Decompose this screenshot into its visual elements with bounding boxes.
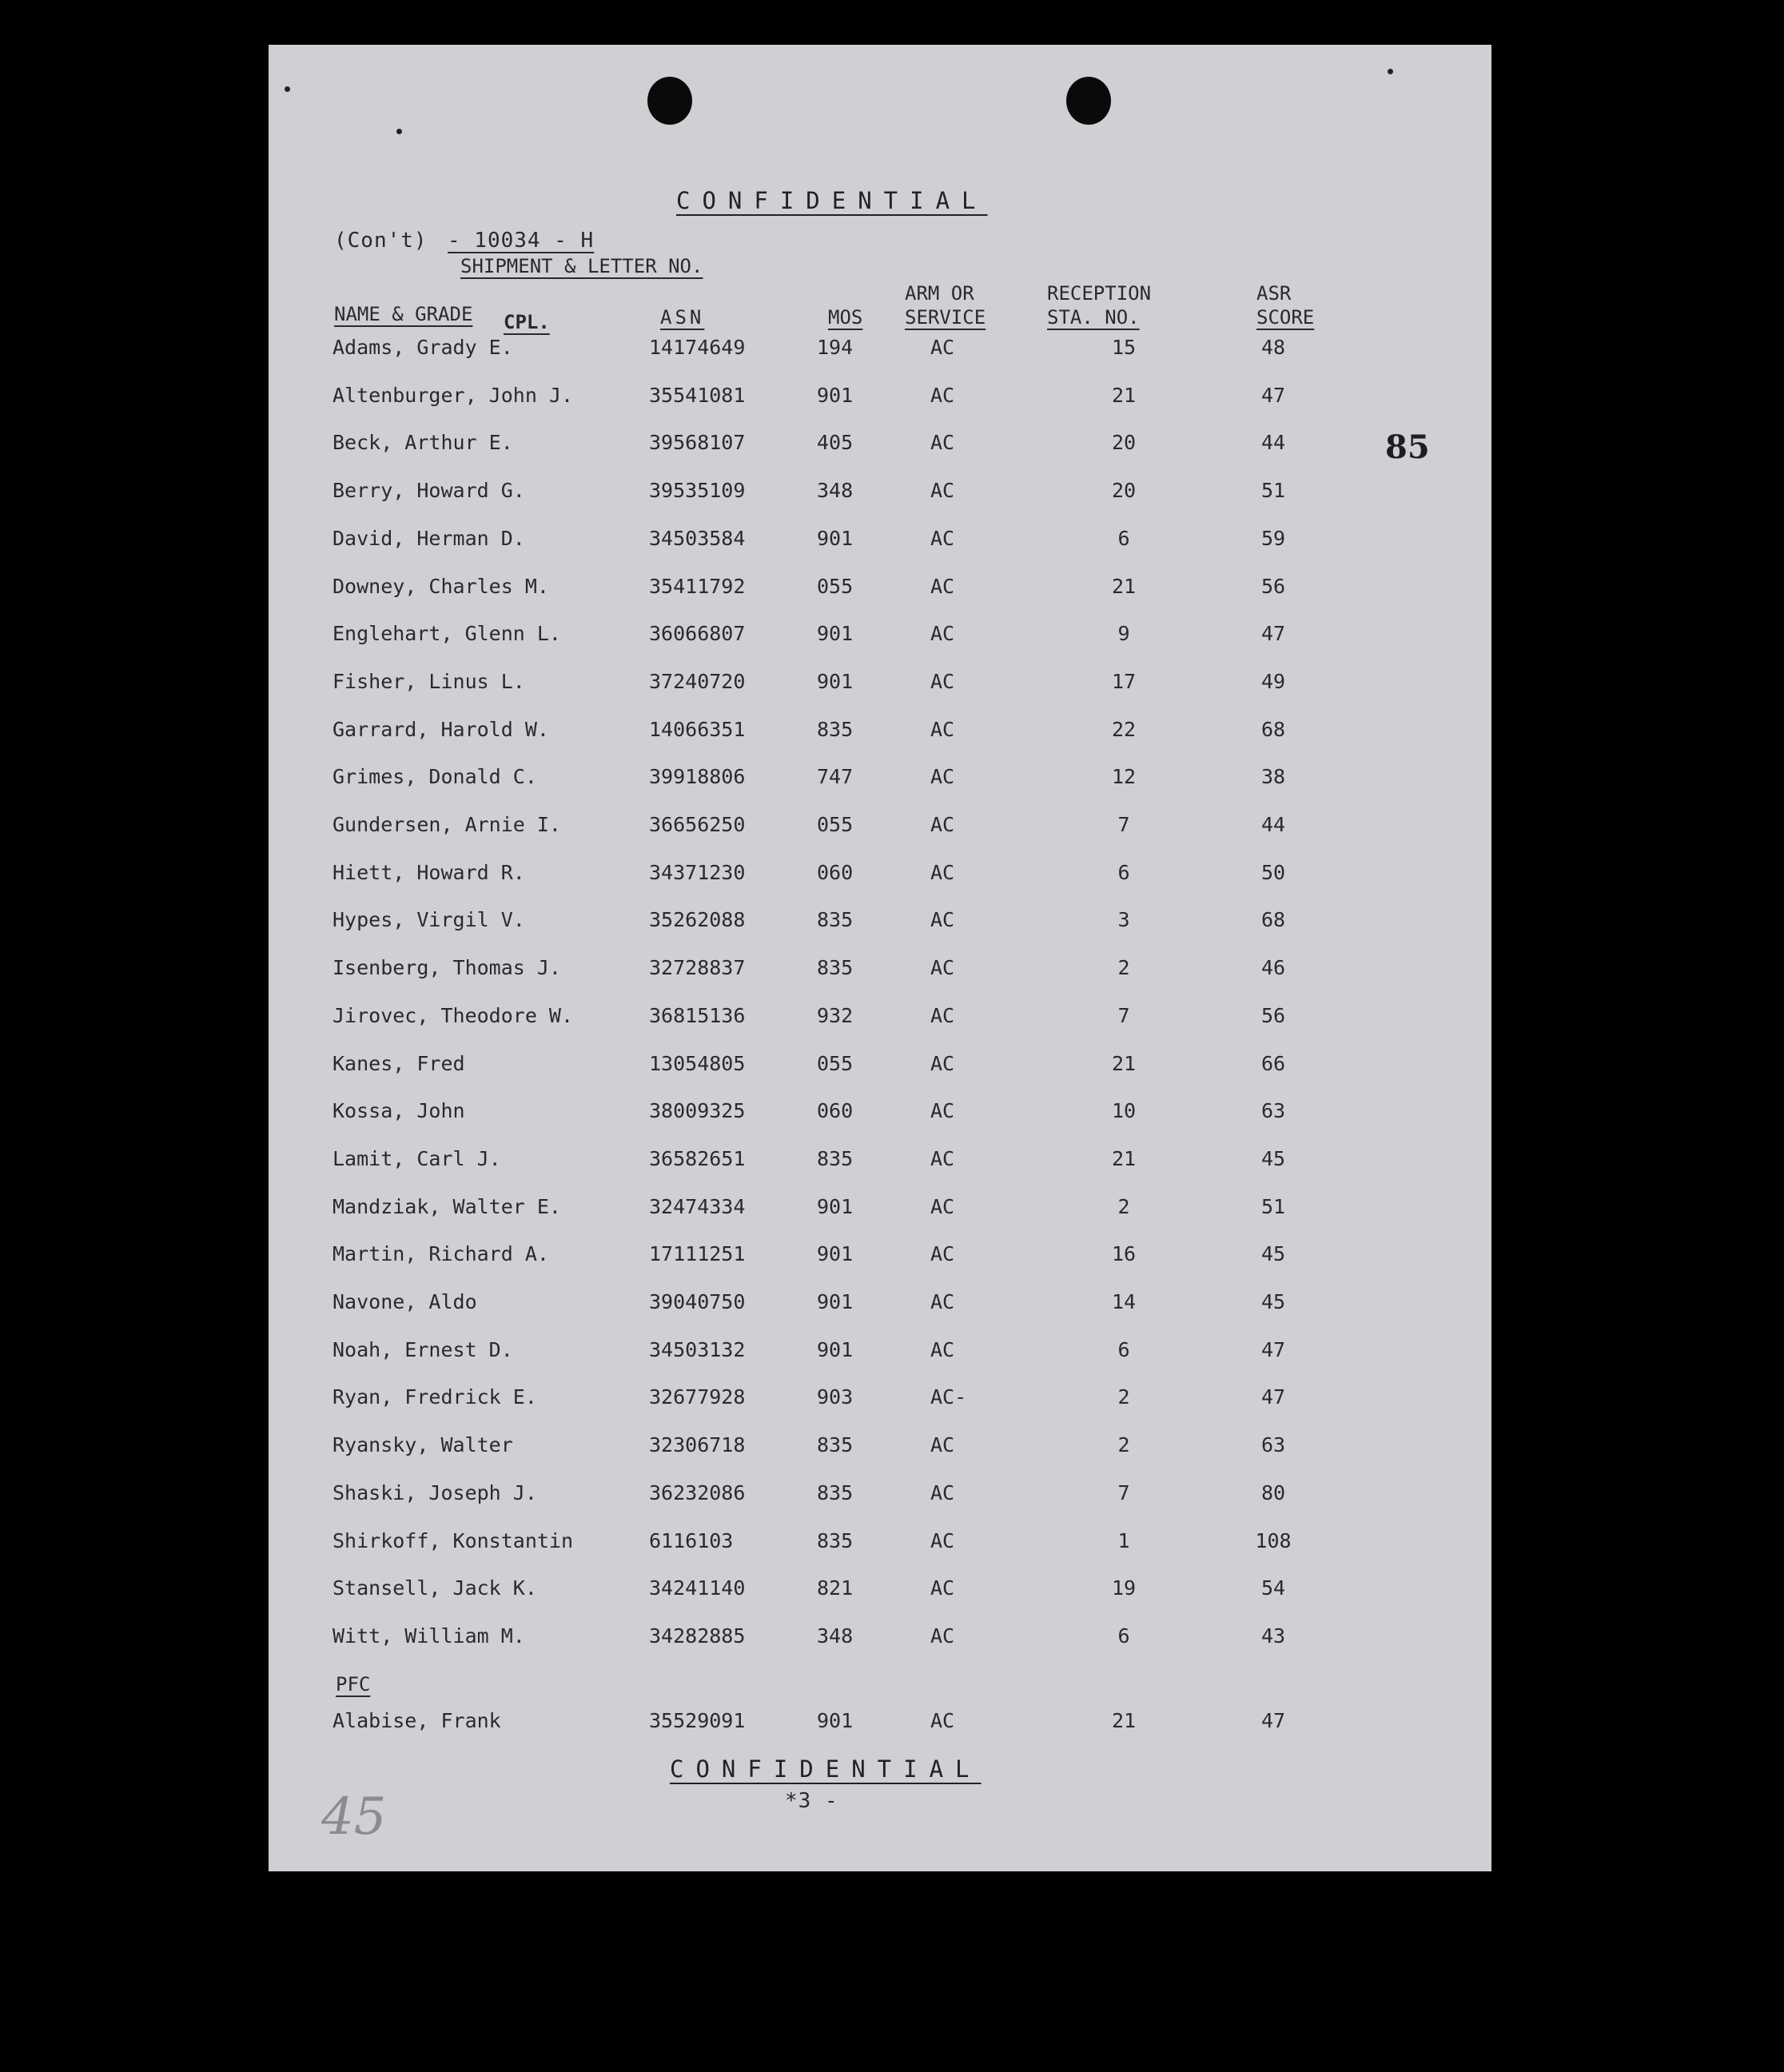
asr-score-cell: 44	[1260, 813, 1286, 836]
name-cell: Kanes, Fred	[333, 1051, 465, 1075]
table-row	[269, 527, 1491, 559]
reception-station-cell: 2	[1117, 1385, 1130, 1409]
name-cell: Hiett, Howard R.	[333, 860, 525, 884]
table-row	[269, 861, 1491, 893]
table-row	[269, 1433, 1491, 1465]
arm-cell: AC	[930, 669, 955, 693]
asn-cell: 36066807	[649, 622, 746, 646]
speck	[396, 129, 402, 134]
arm-cell: AC	[930, 717, 955, 741]
name-cell: Hypes, Virgil V.	[333, 908, 525, 932]
asn-cell: 34282885	[649, 1624, 746, 1648]
table-row	[269, 622, 1491, 654]
arm-cell: AC	[930, 336, 955, 359]
reception-station-cell: 12	[1111, 765, 1137, 789]
arm-cell: AC	[930, 1146, 955, 1170]
table-row	[269, 384, 1491, 416]
arm-cell: AC	[930, 1194, 955, 1218]
reception-station-cell: 7	[1117, 1003, 1130, 1027]
name-cell: Gundersen, Arnie I.	[333, 813, 561, 836]
table-row	[269, 813, 1491, 845]
asr-score-cell: 50	[1260, 860, 1286, 884]
table-row	[269, 1481, 1491, 1513]
pencil-note: 45	[321, 1787, 387, 1847]
reception-station-cell: 3	[1117, 908, 1130, 932]
reception-station-cell: 7	[1117, 1480, 1130, 1504]
header-arm-line1: ARM OR	[905, 282, 974, 305]
asr-score-cell: 51	[1260, 1194, 1286, 1218]
classification-top: CONFIDENTIAL	[676, 187, 988, 214]
name-cell: David, Herman D.	[333, 526, 525, 550]
table-row	[269, 1290, 1491, 1322]
header-asr-line2: SCORE	[1256, 306, 1315, 329]
reception-station-cell: 2	[1117, 1194, 1130, 1218]
asn-cell: 39535109	[649, 479, 746, 503]
reception-station-cell: 20	[1111, 431, 1137, 455]
asn-cell: 13054805	[649, 1051, 746, 1075]
asn-cell: 35411792	[649, 574, 746, 598]
asr-score-cell: 38	[1260, 765, 1286, 789]
name-cell: Downey, Charles M.	[333, 574, 549, 598]
asr-score-cell: 80	[1260, 1480, 1286, 1504]
table-row	[269, 718, 1491, 750]
mos-cell: 901	[817, 1337, 854, 1361]
header-name-grade: NAME & GRADE	[334, 303, 473, 325]
classification-bottom: CONFIDENTIAL	[670, 1755, 982, 1783]
asr-score-cell: 66	[1260, 1051, 1286, 1075]
arm-cell: AC	[930, 813, 955, 836]
mos-cell: 901	[817, 1290, 854, 1313]
reception-station-cell: 21	[1111, 1146, 1137, 1170]
name-cell: Berry, Howard G.	[333, 479, 525, 503]
asn-cell: 6116103	[649, 1528, 734, 1552]
reception-station-cell: 17	[1111, 669, 1137, 693]
table-row	[269, 336, 1491, 368]
mos-cell: 903	[817, 1385, 854, 1409]
margin-page-number: 85	[1385, 428, 1430, 466]
name-cell: Witt, William M.	[333, 1624, 525, 1648]
table-row	[269, 1099, 1491, 1131]
arm-cell: AC	[930, 1242, 955, 1266]
arm-cell: AC	[930, 574, 955, 598]
asn-cell: 35262088	[649, 908, 746, 932]
asn-cell: 17111251	[649, 1242, 746, 1266]
asr-score-cell: 59	[1260, 526, 1286, 550]
mos-cell: 747	[817, 765, 854, 789]
reception-station-cell: 22	[1111, 717, 1137, 741]
reception-station-cell: 15	[1111, 336, 1137, 359]
mos-cell: 901	[817, 526, 854, 550]
header-mos: MOS	[828, 306, 863, 329]
arm-cell: AC	[930, 1051, 955, 1075]
table-row	[269, 1195, 1491, 1227]
mos-cell: 060	[817, 860, 854, 884]
asn-cell: 35529091	[649, 1709, 746, 1732]
asr-score-cell: 47	[1260, 1385, 1286, 1409]
asn-cell: 38009325	[649, 1099, 746, 1123]
punch-hole-left	[647, 77, 692, 125]
asn-cell: 32728837	[649, 956, 746, 980]
name-cell: Shirkoff, Konstantin	[333, 1528, 574, 1552]
reception-station-cell: 21	[1111, 383, 1137, 407]
table-row	[269, 1004, 1491, 1036]
table-row	[269, 1052, 1491, 1084]
name-cell: Stansell, Jack K.	[333, 1576, 537, 1600]
reception-station-cell: 20	[1111, 479, 1137, 503]
arm-cell: AC	[930, 1099, 955, 1123]
table-row	[269, 575, 1491, 607]
arm-cell: AC	[930, 526, 955, 550]
reception-station-cell: 21	[1111, 1051, 1137, 1075]
mos-cell: 901	[817, 1242, 854, 1266]
table-row	[269, 956, 1491, 988]
document-page	[269, 45, 1491, 1871]
mos-cell: 348	[817, 1624, 854, 1648]
asn-cell: 34241140	[649, 1576, 746, 1600]
asr-score-cell: 68	[1260, 717, 1286, 741]
asr-score-cell: 45	[1260, 1242, 1286, 1266]
mos-cell: 835	[817, 1433, 854, 1457]
name-cell: Fisher, Linus L.	[333, 669, 525, 693]
asn-cell: 39040750	[649, 1290, 746, 1313]
arm-cell: AC	[930, 860, 955, 884]
table-row	[269, 1709, 1491, 1741]
reception-station-cell: 6	[1117, 1624, 1130, 1648]
name-cell: Lamit, Carl J.	[333, 1146, 501, 1170]
reception-station-cell: 6	[1117, 860, 1130, 884]
reception-station-cell: 10	[1111, 1099, 1137, 1123]
name-cell: Ryansky, Walter	[333, 1433, 513, 1457]
asr-score-cell: 45	[1260, 1146, 1286, 1170]
name-cell: Adams, Grady E.	[333, 336, 513, 359]
name-cell: Martin, Richard A.	[333, 1242, 549, 1266]
asn-cell: 36232086	[649, 1480, 746, 1504]
asn-cell: 34503584	[649, 526, 746, 550]
asn-cell: 39568107	[649, 431, 746, 455]
asr-score-cell: 108	[1255, 1528, 1292, 1552]
asn-cell: 14174649	[649, 336, 746, 359]
mos-cell: 060	[817, 1099, 854, 1123]
reception-station-cell: 2	[1117, 956, 1130, 980]
table-row	[269, 479, 1491, 511]
asr-score-cell: 47	[1260, 383, 1286, 407]
punch-hole-right	[1066, 77, 1111, 125]
asr-score-cell: 44	[1260, 431, 1286, 455]
arm-cell: AC	[930, 1528, 955, 1552]
name-cell: Jirovec, Theodore W.	[333, 1003, 574, 1027]
mos-cell: 055	[817, 1051, 854, 1075]
asn-cell: 32306718	[649, 1433, 746, 1457]
asn-cell: 34503132	[649, 1337, 746, 1361]
table-row	[269, 1529, 1491, 1561]
header-reception-line1: RECEPTION	[1047, 282, 1152, 305]
asr-score-cell: 68	[1260, 908, 1286, 932]
arm-cell: AC	[930, 1576, 955, 1600]
shipment-caption: SHIPMENT & LETTER NO.	[460, 255, 703, 277]
name-cell: Englehart, Glenn L.	[333, 622, 561, 646]
header-arm-line2: SERVICE	[905, 306, 986, 329]
asr-score-cell: 54	[1260, 1576, 1286, 1600]
table-row	[269, 431, 1491, 463]
arm-cell: AC	[930, 1003, 955, 1027]
arm-cell: AC	[930, 431, 955, 455]
reception-station-cell: 16	[1111, 1242, 1137, 1266]
name-cell: Noah, Ernest D.	[333, 1337, 513, 1361]
reception-station-cell: 2	[1117, 1433, 1130, 1457]
shipment-number: - 10034 - H	[448, 229, 595, 253]
asr-score-cell: 47	[1260, 1337, 1286, 1361]
reception-station-cell: 21	[1111, 1709, 1137, 1732]
asr-score-cell: 51	[1260, 479, 1286, 503]
arm-cell: AC	[930, 1290, 955, 1313]
table-row	[269, 1385, 1491, 1417]
mos-cell: 932	[817, 1003, 854, 1027]
asr-score-cell: 56	[1260, 1003, 1286, 1027]
table-row	[269, 1576, 1491, 1608]
asn-cell: 36656250	[649, 813, 746, 836]
arm-cell: AC	[930, 956, 955, 980]
mos-cell: 901	[817, 1709, 854, 1732]
asn-cell: 32677928	[649, 1385, 746, 1409]
asn-cell: 37240720	[649, 669, 746, 693]
asr-score-cell: 47	[1260, 622, 1286, 646]
reception-station-cell: 6	[1117, 526, 1130, 550]
arm-cell: AC	[930, 1480, 955, 1504]
name-cell: Mandziak, Walter E.	[333, 1194, 561, 1218]
mos-cell: 835	[817, 1528, 854, 1552]
arm-cell: AC	[930, 1433, 955, 1457]
arm-cell: AC	[930, 765, 955, 789]
name-cell: Shaski, Joseph J.	[333, 1480, 537, 1504]
mos-cell: 835	[817, 1146, 854, 1170]
speck	[285, 86, 290, 92]
asn-cell: 39918806	[649, 765, 746, 789]
reception-station-cell: 6	[1117, 1337, 1130, 1361]
name-cell: Grimes, Donald C.	[333, 765, 537, 789]
mos-cell: 348	[817, 479, 854, 503]
name-cell: Alabise, Frank	[333, 1709, 501, 1732]
arm-cell: AC	[930, 383, 955, 407]
asr-score-cell: 48	[1260, 336, 1286, 359]
asr-score-cell: 45	[1260, 1290, 1286, 1313]
asr-score-cell: 49	[1260, 669, 1286, 693]
mos-cell: 835	[817, 1480, 854, 1504]
cont-label: (Con't)	[334, 229, 428, 253]
arm-cell: AC	[930, 479, 955, 503]
header-asn: ASN	[660, 306, 705, 329]
mos-cell: 405	[817, 431, 854, 455]
table-row	[269, 1242, 1491, 1274]
asr-score-cell: 63	[1260, 1433, 1286, 1457]
name-cell: Beck, Arthur E.	[333, 431, 513, 455]
asn-cell: 14066351	[649, 717, 746, 741]
asn-cell: 35541081	[649, 383, 746, 407]
asr-score-cell: 63	[1260, 1099, 1286, 1123]
header-grade-cpl: CPL.	[504, 311, 550, 333]
mos-cell: 835	[817, 956, 854, 980]
mos-cell: 901	[817, 622, 854, 646]
arm-cell: AC	[930, 1709, 955, 1732]
speck	[1388, 69, 1393, 74]
mos-cell: 901	[817, 1194, 854, 1218]
table-row	[269, 1624, 1491, 1656]
table-row	[269, 670, 1491, 702]
reception-station-cell: 21	[1111, 574, 1137, 598]
mos-cell: 055	[817, 574, 854, 598]
mos-cell: 055	[817, 813, 854, 836]
mos-cell: 821	[817, 1576, 854, 1600]
asn-cell: 36815136	[649, 1003, 746, 1027]
reception-station-cell: 9	[1117, 622, 1130, 646]
mos-cell: 901	[817, 383, 854, 407]
asr-score-cell: 56	[1260, 574, 1286, 598]
name-cell: Navone, Aldo	[333, 1290, 477, 1313]
asn-cell: 36582651	[649, 1146, 746, 1170]
arm-cell: AC-	[930, 1385, 967, 1409]
mos-cell: 194	[817, 336, 854, 359]
header-asr-line1: ASR	[1256, 282, 1292, 305]
mos-cell: 835	[817, 717, 854, 741]
table-row	[269, 908, 1491, 940]
reception-station-cell: 7	[1117, 813, 1130, 836]
arm-cell: AC	[930, 1337, 955, 1361]
mos-cell: 901	[817, 669, 854, 693]
table-row	[269, 1147, 1491, 1179]
table-row	[269, 765, 1491, 797]
asr-score-cell: 46	[1260, 956, 1286, 980]
name-cell: Ryan, Fredrick E.	[333, 1385, 537, 1409]
mos-cell: 835	[817, 908, 854, 932]
reception-station-cell: 14	[1111, 1290, 1137, 1313]
arm-cell: AC	[930, 908, 955, 932]
arm-cell: AC	[930, 622, 955, 646]
name-cell: Kossa, John	[333, 1099, 465, 1123]
reception-station-cell: 19	[1111, 1576, 1137, 1600]
name-cell: Isenberg, Thomas J.	[333, 956, 561, 980]
asn-cell: 34371230	[649, 860, 746, 884]
page-footer: *3 -	[785, 1789, 838, 1813]
asn-cell: 32474334	[649, 1194, 746, 1218]
name-cell: Garrard, Harold W.	[333, 717, 549, 741]
header-reception-line2: STA. NO.	[1047, 306, 1140, 329]
pfc-label: PFC	[336, 1673, 371, 1695]
table-row	[269, 1338, 1491, 1370]
asr-score-cell: 43	[1260, 1624, 1286, 1648]
reception-station-cell: 1	[1117, 1528, 1130, 1552]
name-cell: Altenburger, John J.	[333, 383, 574, 407]
asr-score-cell: 47	[1260, 1709, 1286, 1732]
arm-cell: AC	[930, 1624, 955, 1648]
